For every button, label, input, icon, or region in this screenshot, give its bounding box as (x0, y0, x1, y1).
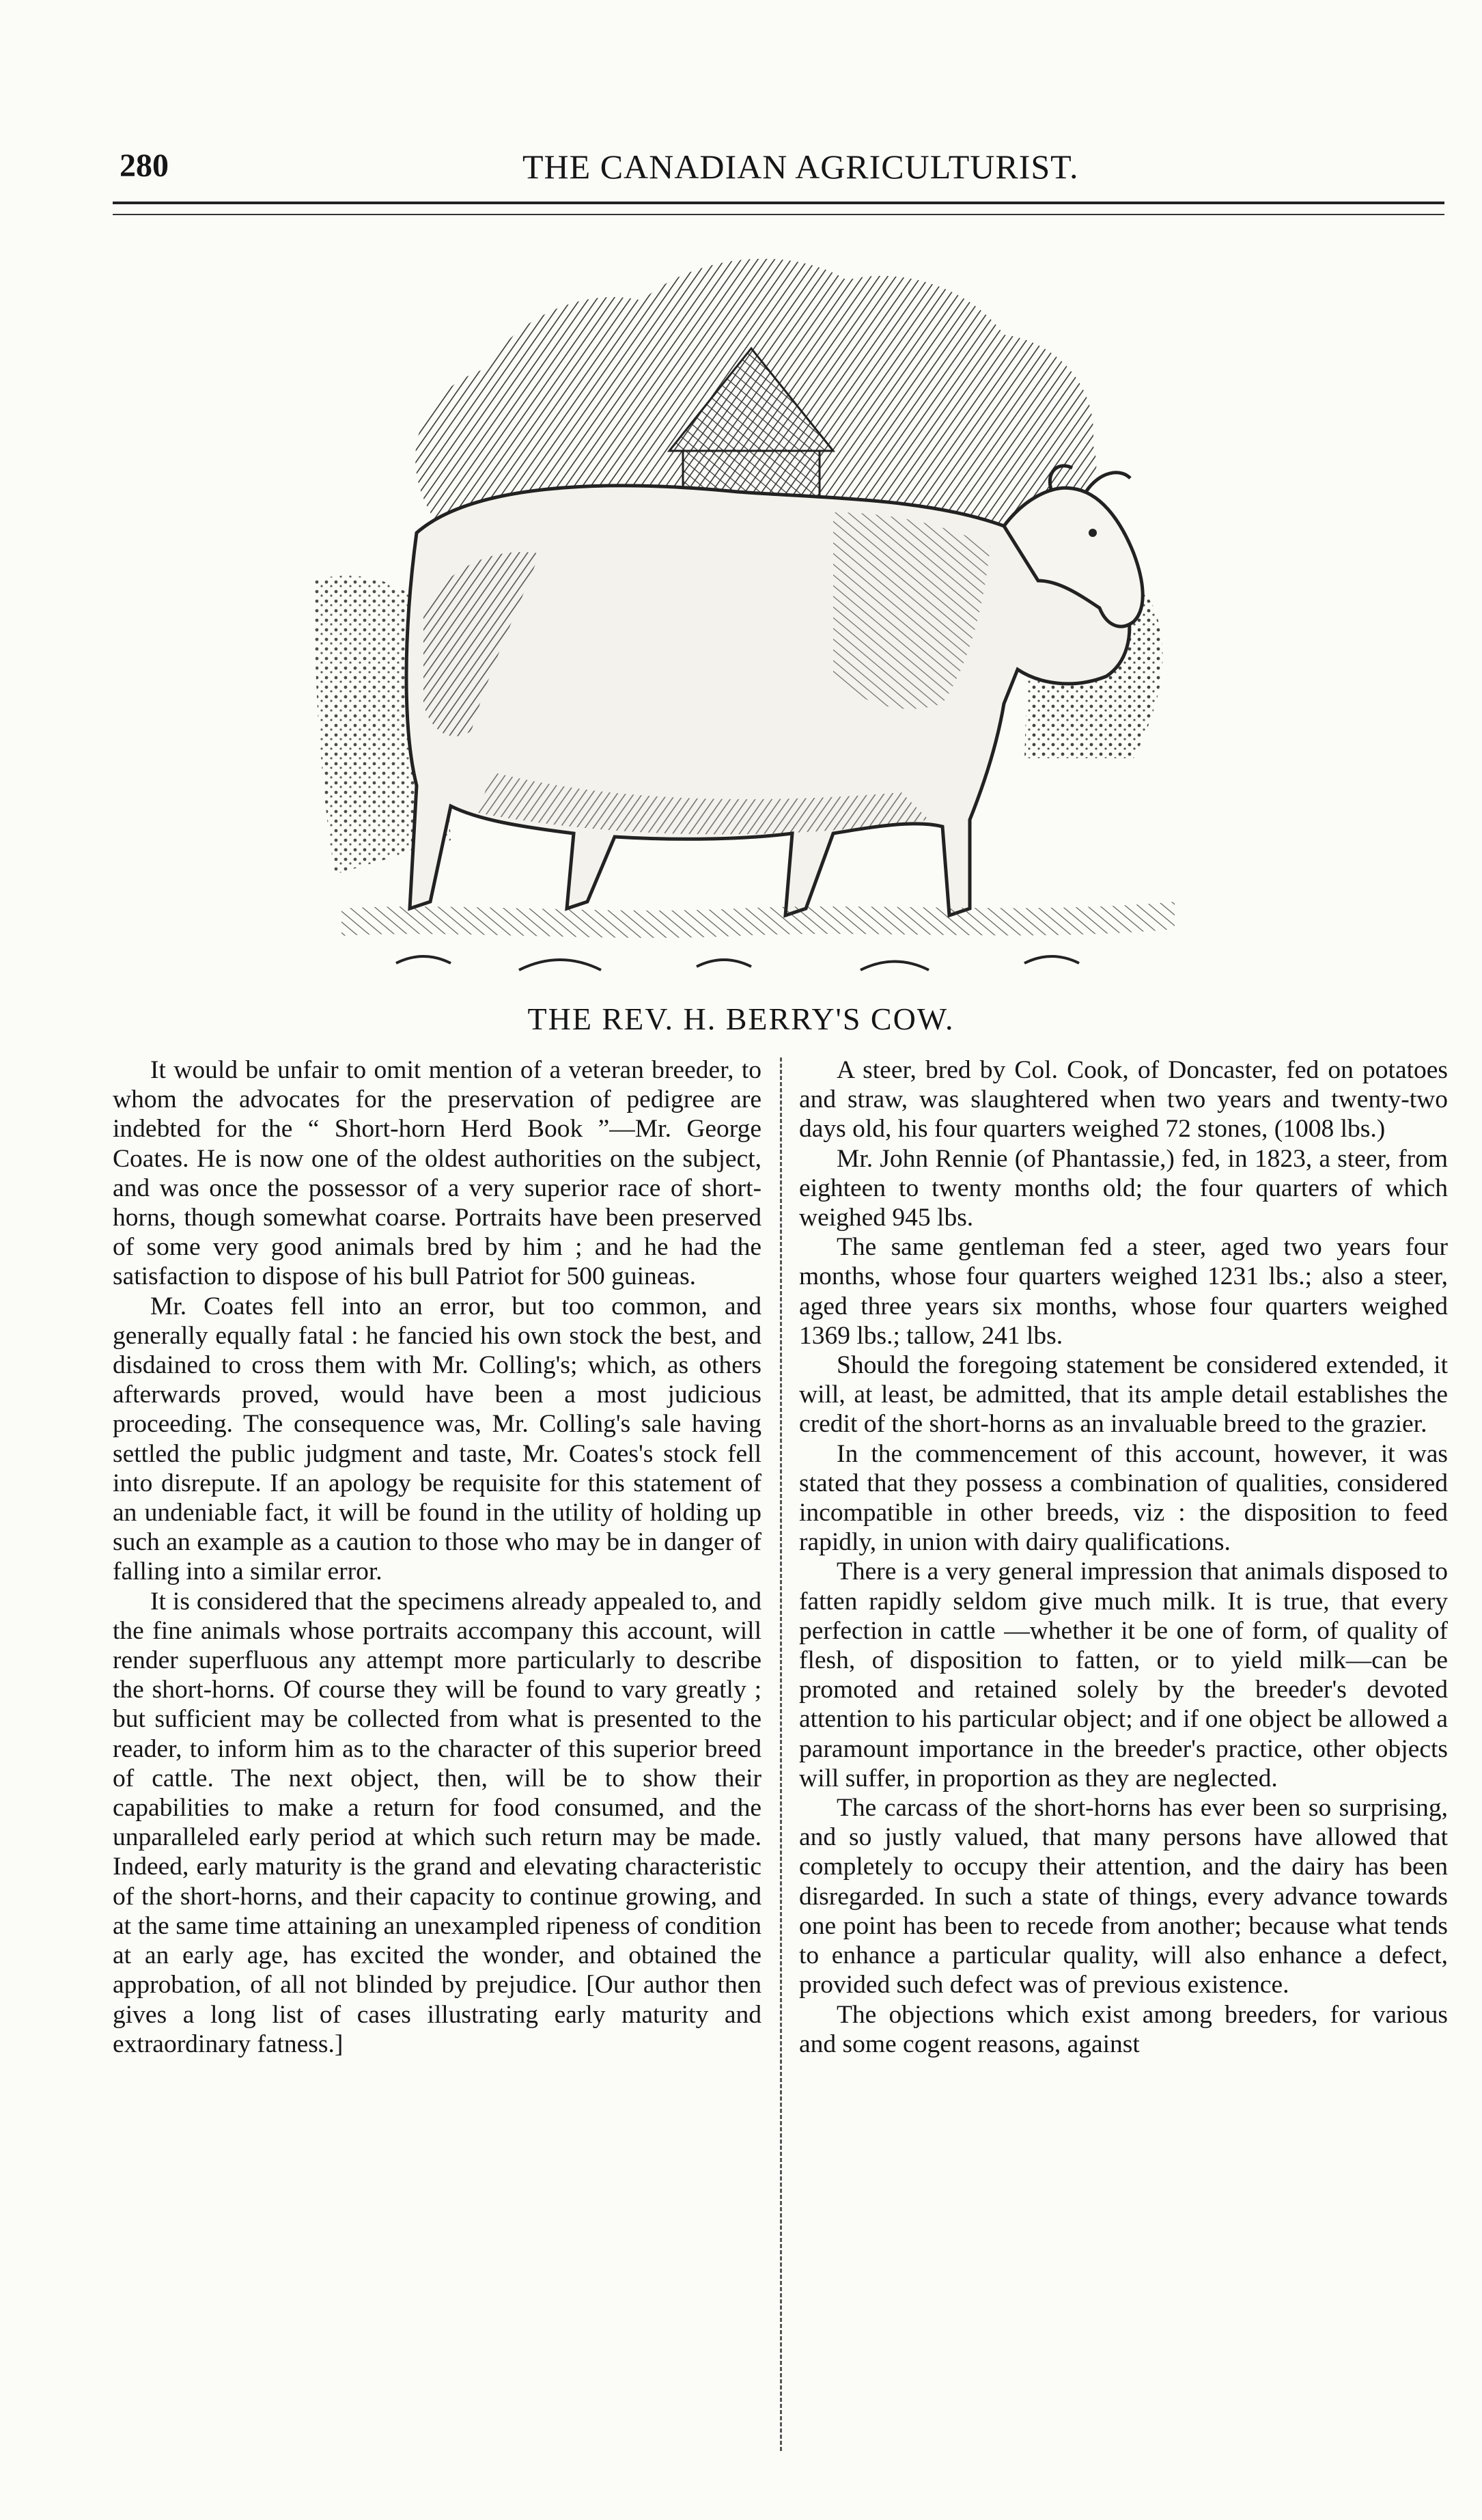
paragraph: There is a very general impression that animals disposed to fatten rapidly seldom give much milk. It is true, that every perfection in cattle —whether it be one of form, of quality of flesh, of disposition to fatten, or to yield milk—can be promoted and retained solely by the breeder's devoted attention to his particular object; and if one object be allowed a paramount importance in the breeder's practice, other objects will suffer, in proportion as they are neglected. (799, 1557, 1448, 1792)
cow-engraving (314, 225, 1257, 997)
paragraph: The same gentleman fed a steer, aged two years four months, whose four quarters weighed 1231 lbs.; also a steer, aged three years six months, whose four quarters weighed 1369 lbs.; tallow, 241 lbs. (799, 1233, 1448, 1350)
left-column (113, 1055, 761, 2463)
page-number: 280 (120, 148, 169, 184)
column-divider (780, 1057, 782, 2451)
paragraph: In the commencement of this account, however, it was stated that they possess a combination of qualities, considered incompatible in other breeds, viz : the disposition to feed rapidly, in union with dairy qualifications. (799, 1439, 1448, 1557)
running-head: THE CANADIAN AGRICULTURIST. (522, 148, 1079, 186)
paragraph: It is considered that the specimens already appealed to, and the fine animals whose portraits accompany this account, will render superfluous any attempt more particularly to describe the short-horns. Of course they will be found to vary greatly ; but sufficient may be collected from what is presented to the reader, to inform him as to the character of this superior breed of cattle. The next object, then, will be to show their capabilities to make a return for food consumed, and the unparalleled early period at which such return may be made. Indeed, early maturity is the grand and elevating characteristic of the short-horns, and their capacity to continue growing, and at the same time attaining an unexampled ripeness of condition at an early age, has excited the wonder, and obtained the approbation, of all not blinded by prejudice. [Our author then gives a long list of cases illustrating early maturity and extraordinary fatness.] (113, 1587, 761, 2058)
paragraph: Should the foregoing statement be considered extended, it will, at least, be admitted, that its ample detail establishes the credit of the short-horns as an invaluable breed to the grazier. (799, 1351, 1448, 1439)
paragraph: Mr. Coates fell into an error, but too common, and generally equally fatal : he fancied his own stock the best, and disdained to cross them with Mr. Colling's; which, as others afterwards proved, would have been a most judicious proceeding. The consequence was, Mr. Colling's sale having settled the public judgment and taste, Mr. Coates's stock fell into disrepute. If an apology be requisite for this statement of an undeniable fact, it will be found in the utility of holding up such an example as a caution to those who may be in danger of falling into a similar error. (113, 1292, 761, 1586)
cow-eye (1089, 529, 1097, 537)
paragraph: It would be unfair to omit mention of a veteran breeder, to whom the advocates for the preservation of pedigree are indebted for the “ Short-horn Herd Book ”—Mr. George Coates. He is now one of the oldest authorities on the subject, and was once the possessor of a very superior race of short-horns, though somewhat coarse. Portraits have been preserved of some very good animals bred by him ; and he had the satisfaction to dispose of his bull Patriot for 500 guineas. (113, 1056, 761, 1291)
header-rule (113, 202, 1444, 215)
paragraph: Mr. John Rennie (of Phantassie,) fed, in 1823, a steer, from eighteen to twenty months old; the four quarters of which weighed 945 lbs. (799, 1144, 1448, 1232)
paragraph: A steer, bred by Col. Cook, of Doncaster, fed on potatoes and straw, was slaughtered when two years and twenty-two days old, his four quarters weighed 72 stones, (1008 lbs.) (799, 1056, 1448, 1144)
paragraph: The objections which exist among breeders, for various and some cogent reasons, against (799, 2000, 1448, 2058)
ground (341, 902, 1175, 938)
page-header (113, 147, 1444, 195)
ground-strokes (396, 956, 1079, 970)
paragraph: The carcass of the short-horns has ever been so surprising, and so justly valued, that many persons have allowed that completely to occupy their attention, and the dairy has been disregarded. In such a state of things, every advance towards one point has been to recede from another; because what tends to enhance a particular quality, will also enhance a defect, provided such defect was of previous existence. (799, 1794, 1448, 1999)
right-column (799, 1055, 1448, 2463)
figure-caption: THE REV. H. BERRY'S COW. (527, 1001, 955, 1036)
